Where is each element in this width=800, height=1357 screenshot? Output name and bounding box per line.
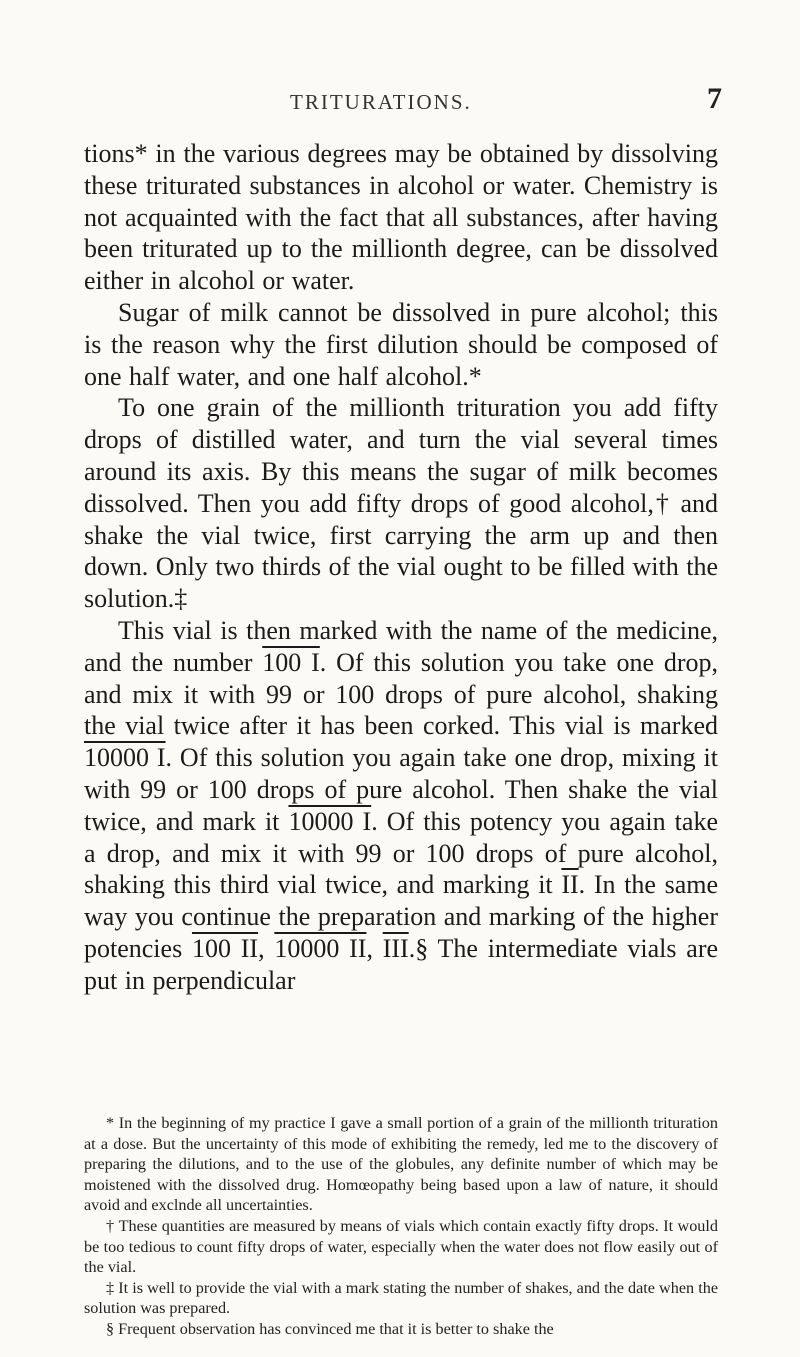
potency-mark: 10000 I: [84, 743, 166, 773]
text-run: . Of this solution you again take one drop, mixing it with 99 or 100 drops of pure alcohol. Then shake the vial twice, and mark it: [84, 743, 718, 836]
running-head: [0, 82, 800, 118]
page-number: 7: [707, 82, 722, 115]
paragraph: To one grain of the millionth trituration you add fifty drops of distilled water, and turn the vial several times around its axis. By this means the sugar of milk becomes dissolved. Then you add fifty drops of good alcohol,† and shake the vial twice, first carrying the arm up and then down. Only two thirds of the vial ought to be filled with the solution.‡: [84, 393, 718, 614]
paragraph: Sugar of milk cannot be dissolved in pure alcohol; this is the reason why the first dilution should be composed of one half water, and one half alcohol.*: [84, 297, 718, 391]
footnote: † These quantities are measured by means of vials which contain exactly fifty drops. It would be too tedious to count fifty drops of water, especially when the water does not flow easily out of the vial.: [84, 1216, 718, 1277]
footnotes: [84, 1113, 718, 1340]
text-run: . In the same way you continue the preparation and marking of the higher potencies: [84, 870, 719, 963]
main-text: [84, 138, 718, 997]
potency-mark: 10000 II: [274, 933, 367, 963]
footnote: ‡ It is well to provide the vial with a mark stating the number of shakes, and the date when the solution was prepared.: [84, 1278, 718, 1318]
potency-mark: 10000 I: [288, 806, 372, 836]
potency-mark: 100 II: [191, 933, 259, 963]
text-run: ,: [258, 933, 275, 963]
text-run: This vial is then marked with the name of the medicine, and the number: [84, 615, 718, 677]
text-run: . Of this solution you take one drop, and mix it with 99 or 100 drops of pure alcohol, shaking the vial twice after it has been corked. This vial is marked: [84, 647, 718, 741]
paragraph: tions* in the various degrees may be obtained by dissolving these triturated substances in alcohol or water. Chemistry is not acquainted with the fact that all substances, after having been triturated up to the millionth degree, can be dissolved either in alcohol or water.: [84, 139, 718, 296]
footnote: § Frequent observation has convinced me that it is better to shake the: [106, 1319, 554, 1338]
text-run: ,: [366, 933, 383, 963]
potency-mark: $\overline{II}$: [561, 870, 579, 900]
running-title: TRITURATIONS.: [290, 90, 472, 114]
text-run: . Of this potency you again take a drop, and mix it with 99 or 100 drops of pure alcohol, shaking this third vial twice, and marking it: [84, 806, 718, 900]
paragraph: [84, 615, 718, 997]
potency-mark: 100 I: [262, 647, 320, 677]
text-run: .§ The intermediate vials are put in perpendicular: [84, 933, 719, 995]
potency-mark: $\overline{III}$: [382, 933, 409, 963]
footnote: * In the beginning of my practice I gave a small portion of a grain of the millionth trituration at a dose. But the uncertainty of this mode of exhibiting the remedy, led me to the discovery of preparing the dilutions, and to the use of the globules, any definite number of which may be moistened with the dissolved drug. Homœopathy being based upon a law of nature, it should avoid and exclnde all uncertainties.: [84, 1114, 718, 1215]
